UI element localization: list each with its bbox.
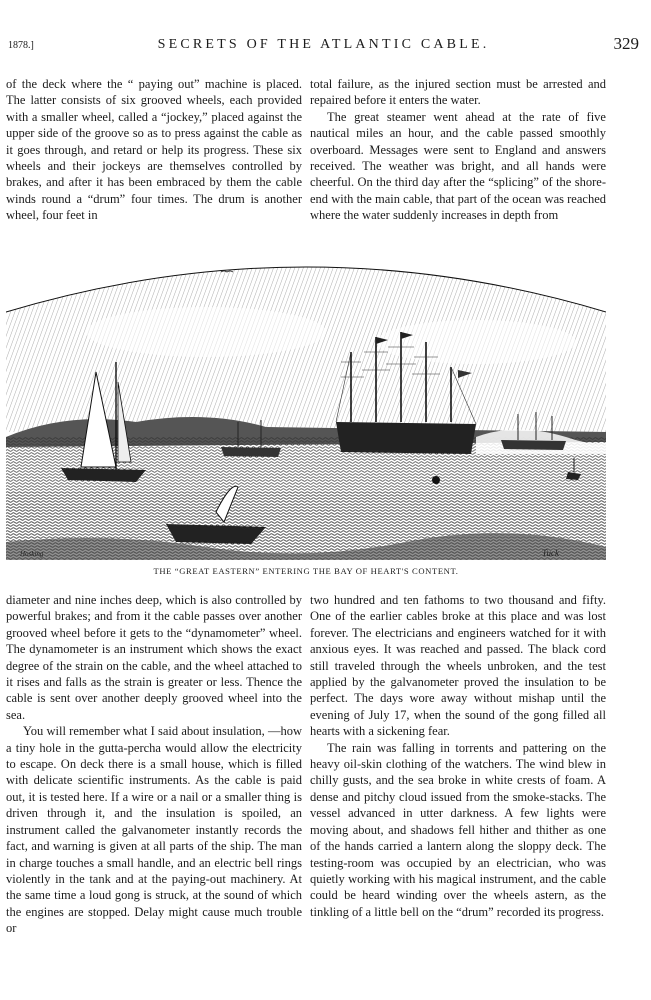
figure-caption: THE “GREAT EASTERN” ENTERING THE BAY OF HEART'S CONTENT. <box>153 566 459 576</box>
engraving-illustration <box>6 242 606 562</box>
artist-signature-right: Tuck <box>542 548 559 558</box>
column-bottom-right <box>310 592 606 920</box>
header-date: 1878.] <box>8 40 34 51</box>
paragraph: total failure, as the injured section must be arrested and repaired before it enters the water. <box>310 77 606 108</box>
paragraph: The great steamer went ahead at the rate of five nautical miles an hour, and the cable passed smoothly overboard. Messages were sent to England and answers received. The weather was bright, and all hands were cheerful. On the third day after the “splicing” of the shore-end with the main cable, that part of the ocean was reached where the water suddenly increases in depth from <box>310 109 606 223</box>
paragraph: The rain was falling in torrents and pattering on the heavy oil-skin clothing of the watchers. The wind blew in chilly gusts, and the sea broke in white crests of foam. A dense and pitchy cloud issued from the smoke-stacks. The vessel advanced in utter darkness. A few lights were moving about, and shadows fell hither and thither as one of the hands carried a lantern along the sloppy deck. The testing-room was occupied by an electrician, who was quietly working with his magical instrument, and the cable could be heard winding over the wheels astern, as the tinkling of a little bell on the “drum” recorded its progress. <box>310 740 606 919</box>
header-title: SECRETS OF THE ATLANTIC CABLE. <box>157 37 490 52</box>
column-top-right <box>310 76 606 224</box>
column-top-left <box>6 76 302 224</box>
running-header <box>8 34 639 58</box>
column-bottom-left <box>6 592 302 937</box>
page-number: 329 <box>613 34 639 53</box>
paragraph: two hundred and ten fathoms to two thousand and fifty. One of the earlier cables broke at this place and was lost forever. The electricians and engineers watched for it with anxious eyes. It was reached and passed. The black cord still traveled through the wheels unbroken, and the test applied by the galvanometer proved the insulation to be perfect. The days wore away without mishap until the evening of July 17, when the sound of the gong filled all hearts with a sickening fear. <box>310 593 606 739</box>
artist-signature-left: Hosking <box>20 550 44 558</box>
paragraph: You will remember what I said about insulation, —how a tiny hole in the gutta-percha would allow the electricity to escape. On deck there is a small house, which is filled with delicate scientific instruments. As the cable is paid out, it is tested here. If a wire or a nail or a smaller thing is driven through it, and the insulation is spoiled, an instrument called the galvanometer instantly records the fact, and warning is given at all parts of the ship. The man in charge touches a small handle, and an electric bell rings violently in the tank and at the paying-out machinery. At the same time a loud gong is struck, at the sound of which the engines are stopped. Delay might cause much trouble or <box>6 724 302 936</box>
paragraph: diameter and nine inches deep, which is also controlled by powerful brakes; and from it the cable passes over another grooved wheel before it gets to the “dynamometer” wheel. The dynamometer is an instrument which shows the exact degree of the strain on the cable, and the wheel attached to it rises and falls as the strain is greater or less. Thence the cable is sent over another deeply grooved wheel into the sea. <box>6 593 302 722</box>
paragraph: of the deck where the “ paying out” machine is placed. The latter consists of six grooved wheels, each provided with a smaller wheel, called a “jockey,” placed against the upper side of the groove so as to press against the cable as it goes through, and retard or help its progress. These six wheels and their jockeys are themselves controlled by brakes, and after it has been embraced by them the cable winds round a “drum” four times. The drum is another wheel, four feet in <box>6 77 302 223</box>
